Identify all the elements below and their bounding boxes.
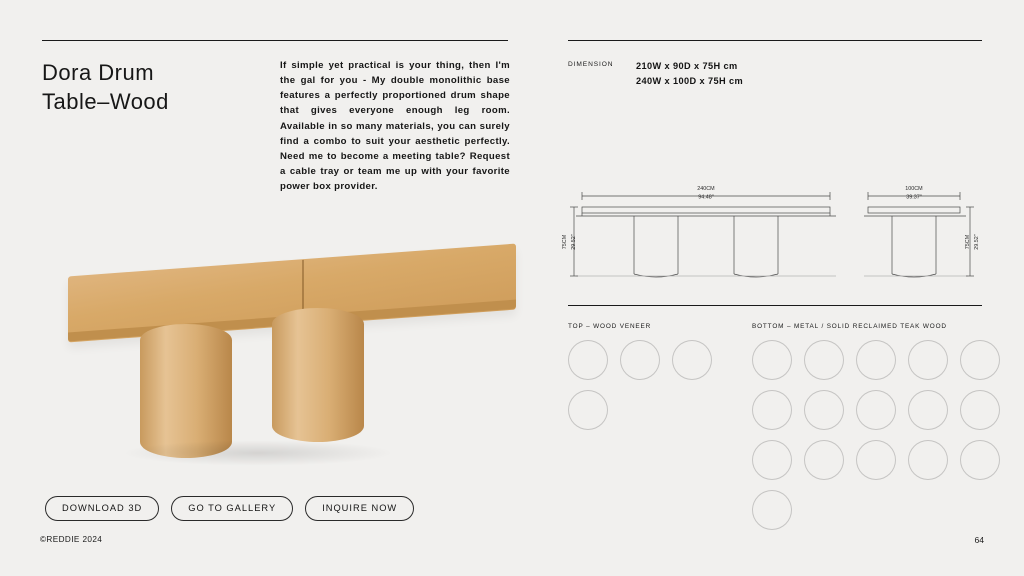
swatch-top-natural-ash[interactable] — [672, 340, 712, 380]
swatch-bottom-burgundy[interactable] — [960, 390, 1000, 430]
swatch-bottom-white[interactable] — [960, 340, 1000, 380]
front-width-metric: 240CM — [697, 186, 715, 192]
side-height-metric: 75CM — [965, 234, 971, 250]
side-width-metric: 100CM — [905, 186, 923, 192]
inquire-now-button[interactable]: INQUIRE NOW — [305, 496, 414, 521]
front-height-imperial: 29.52" — [571, 234, 577, 250]
product-description: If simple yet practical is your thing, then I'm the gal for you - My double monolithic base features a perfectly proportioned drum shape that gives everyone enough leg room. Available in so many materials, you can surely find a combo to suit your aesthetic perfectly. Need me to become a meeting table? Request a cable tray or team me up with your favorite power box provider. — [280, 60, 510, 193]
swatch-bottom-yellow[interactable] — [752, 390, 792, 430]
bottom-swatch-grid — [752, 340, 1000, 530]
swatch-top-walnut[interactable] — [620, 340, 660, 380]
download-3d-button[interactable]: DOWNLOAD 3D — [45, 496, 159, 521]
drawings-svg — [562, 176, 982, 286]
drum-leg-left — [140, 324, 232, 458]
dimension-label: DIMENSION — [568, 61, 614, 68]
top-swatch-heading: TOP – WOOD VENEER — [568, 323, 652, 330]
dimension-values — [636, 59, 743, 88]
dimension-value-1: 210W x 90D x 75H cm — [636, 61, 738, 71]
swatch-bottom-grey[interactable] — [856, 390, 896, 430]
swatch-divider — [568, 305, 982, 306]
product-image — [30, 232, 522, 472]
copyright-text: ©REDDIE 2024 — [40, 535, 103, 544]
swatch-bottom-sage-green[interactable] — [804, 390, 844, 430]
swatch-bottom-black[interactable] — [856, 340, 896, 380]
top-swatch-grid — [568, 340, 712, 430]
right-divider — [568, 40, 982, 41]
swatch-top-medium-oak[interactable] — [568, 340, 608, 380]
front-height-metric: 75CM — [562, 234, 568, 250]
swatch-bottom-matte-black[interactable] — [752, 490, 792, 530]
title-line-1: Dora Drum — [42, 60, 155, 85]
swatch-bottom-light-teak[interactable] — [856, 440, 896, 480]
swatch-bottom-red[interactable] — [908, 340, 948, 380]
swatch-bottom-reclaimed-teak[interactable] — [908, 440, 948, 480]
swatch-bottom-navy[interactable] — [908, 390, 948, 430]
floor-shadow — [122, 440, 394, 466]
title-line-2: Table–Wood — [42, 89, 169, 115]
swatch-bottom-dusty-mauve[interactable] — [804, 340, 844, 380]
dimension-value-2: 240W x 100D x 75H cm — [636, 75, 744, 86]
go-to-gallery-button[interactable]: GO TO GALLERY — [171, 496, 293, 521]
left-divider — [42, 40, 508, 41]
front-width-imperial: 94.48" — [698, 194, 714, 201]
technical-drawings — [562, 176, 982, 286]
bottom-swatch-heading: BOTTOM – METAL / SOLID RECLAIMED TEAK WOOD — [752, 323, 947, 330]
swatch-bottom-cream[interactable] — [804, 440, 844, 480]
swatch-top-black-stain[interactable] — [568, 390, 608, 430]
swatch-bottom-forest-green[interactable] — [752, 440, 792, 480]
page-title — [42, 58, 272, 116]
page-number: 64 — [974, 535, 984, 545]
side-height-imperial: 29.52" — [974, 234, 980, 250]
swatch-bottom-weathered-teak[interactable] — [960, 440, 1000, 480]
side-width-imperial: 39.37" — [906, 194, 922, 201]
action-buttons — [45, 496, 414, 521]
drum-leg-right — [272, 308, 364, 442]
swatch-bottom-cobalt-blue[interactable] — [752, 340, 792, 380]
